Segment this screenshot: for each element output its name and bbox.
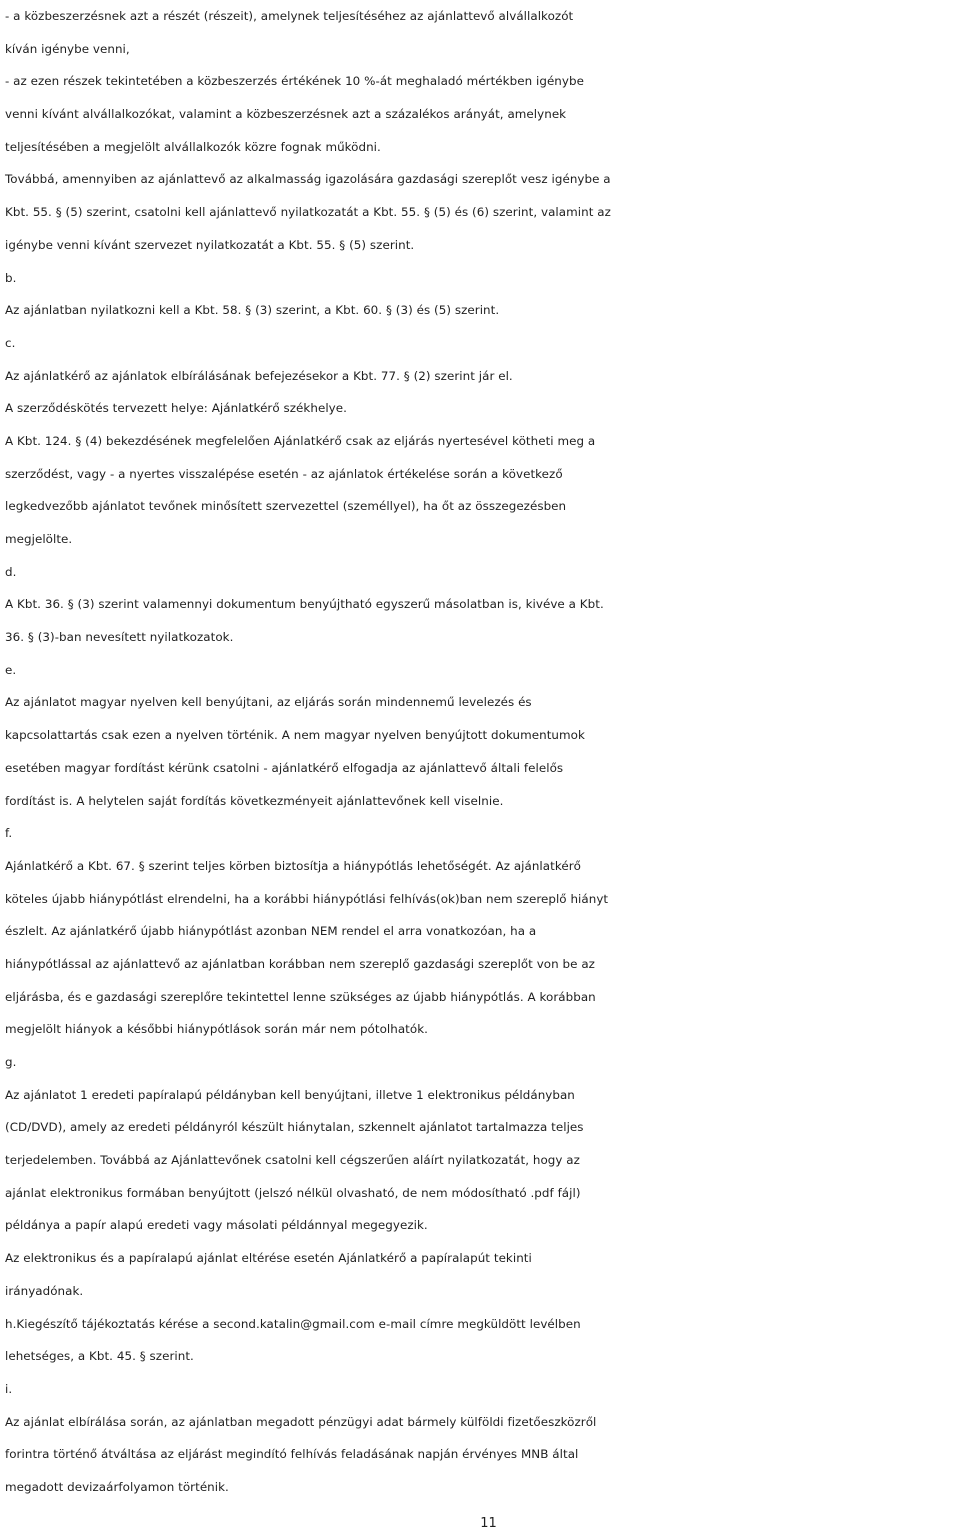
- text-line: Az ajánlatban nyilatkozni kell a Kbt. 58. § (3) szerint, a Kbt. 60. § (3) és (5) szerint.: [5, 303, 500, 318]
- text-line: igénybe venni kívánt szervezet nyilatkozatát a Kbt. 55. § (5) szerint.: [5, 237, 415, 252]
- text-line: kapcsolattartás csak ezen a nyelven történik. A nem magyar nyelven benyújtott dokumentumok: [5, 728, 585, 743]
- text-line: Az ajánlatot magyar nyelven kell benyújtani, az eljárás során mindennemű levelezés és: [5, 695, 532, 710]
- text-line: A szerződéskötés tervezett helye: Ajánlatkérő székhelye.: [5, 401, 347, 416]
- document-body: [5, 0, 957, 1504]
- text-line: Az ajánlat elbírálása során, az ajánlatban megadott pénzügyi adat bármely külföldi fizetőeszközről: [5, 1414, 597, 1429]
- text-line: - a közbeszerzésnek azt a részét (részeit), amelynek teljesítéséhez az ajánlattevő alvállalkozót: [5, 9, 574, 23]
- text-line: eljárásba, és e gazdasági szereplőre tekintettel lenne szükséges az újabb hiánypótlás. A korábban: [5, 989, 596, 1004]
- text-line: Az ajánlatot 1 eredeti papíralapú példányban kell benyújtani, illetve 1 elektronikus példányban: [5, 1087, 575, 1102]
- text-line: Az ajánlatkérő az ajánlatok elbírálásának befejezésekor a Kbt. 77. § (2) szerint jár el.: [5, 368, 513, 383]
- text-line: Ajánlatkérő a Kbt. 67. § szerint teljes körben biztosítja a hiánypótlás lehetőségét. Az ajánlatkérő: [5, 858, 581, 873]
- text-line: c.: [5, 335, 16, 350]
- text-line: b.: [5, 270, 17, 285]
- text-line: megjelölt hiányok a későbbi hiánypótlások során már nem pótolhatók.: [5, 1022, 428, 1037]
- text-line: megadott devizaárfolyamon történik.: [5, 1479, 229, 1494]
- text-line: (CD/DVD), amely az eredeti példányról készült hiánytalan, szkennelt ajánlatot tartalmazza teljes: [5, 1120, 584, 1135]
- text-line: szerződést, vagy - a nyertes visszalépése esetén - az ajánlatok értékelése során a következő: [5, 466, 563, 481]
- text-line: A Kbt. 36. § (3) szerint valamennyi dokumentum benyújtható egyszerű másolatban is, kivéve a Kbt.: [5, 597, 604, 612]
- text-line: - az ezen részek tekintetében a közbeszerzés értékének 10 %-át meghaladó mértékben igénybe: [5, 74, 584, 89]
- text-line: Az elektronikus és a papíralapú ajánlat eltérése esetén Ajánlatkérő a papíralapút tekinti: [5, 1251, 532, 1266]
- text-line: megjelölte.: [5, 532, 73, 546]
- text-line: Továbbá, amennyiben az ajánlattevő az alkalmasság igazolására gazdasági szereplőt vesz igénybe a: [5, 172, 611, 187]
- text-line: ajánlat elektronikus formában benyújtott (jelszó nélkül olvasható, de nem módosítható .pdf fájl): [5, 1185, 581, 1200]
- text-line: kíván igénybe venni,: [5, 41, 130, 56]
- text-line: lehetséges, a Kbt. 45. § szerint.: [5, 1349, 194, 1364]
- text-line: legkedvezőbb ajánlatot tevőnek minősített szervezettel (személlyel), ha őt az összegezésben: [5, 499, 567, 514]
- page-number: 11: [480, 1516, 497, 1531]
- text-line: irányadónak.: [5, 1283, 84, 1298]
- text-line: i.: [5, 1381, 13, 1396]
- text-line: 36. § (3)-ban nevesített nyilatkozatok.: [5, 630, 234, 645]
- text-line: teljesítésében a megjelölt alvállalkozók közre fognak működni.: [5, 139, 381, 154]
- text-line: e.: [5, 662, 17, 677]
- text-line: d.: [5, 564, 17, 579]
- text-line: A Kbt. 124. § (4) bekezdésének megfelelően Ajánlatkérő csak az eljárás nyertesével kötheti meg a: [5, 433, 596, 448]
- text-line: g.: [5, 1055, 17, 1069]
- text-line: f.: [5, 826, 13, 841]
- text-line: hiánypótlással az ajánlattevő az ajánlatban korábban nem szereplő gazdasági szereplőt von be az: [5, 956, 595, 971]
- text-line: forintra történő átváltása az eljárást megindító felhívás feladásának napján érvényes MNB által: [5, 1447, 579, 1462]
- text-line: terjedelemben. Továbbá az Ajánlattevőnek csatolni kell cégszerűen aláírt nyilatkozatát, hogy az: [5, 1153, 580, 1168]
- text-line: venni kívánt alvállalkozókat, valamint a közbeszerzésnek azt a százalékos arányát, amelynek: [5, 107, 567, 122]
- text-line: h.Kiegészítő tájékoztatás kérése a second.katalin@gmail.com e-mail címre megküldött levélben: [5, 1316, 581, 1331]
- text-line: esetében magyar fordítást kérünk csatolni - ajánlatkérő elfogadja az ajánlattevő általi felelős: [5, 760, 564, 775]
- text-line: Kbt. 55. § (5) szerint, csatolni kell ajánlattevő nyilatkozatát a Kbt. 55. § (5) és (6) szerint, valamint az: [5, 205, 611, 220]
- text-line: fordítást is. A helytelen saját fordítás következményeit ajánlattevőnek kell viselnie.: [5, 793, 504, 808]
- text-line: észlelt. Az ajánlatkérő újabb hiánypótlást azonban NEM rendel el arra vonatkozóan, ha a: [5, 924, 537, 939]
- text-line: köteles újabb hiánypótlást elrendelni, ha a korábbi hiánypótlási felhívás(ok)ban nem szereplő hiányt: [5, 891, 609, 906]
- text-line: példánya a papír alapú eredeti vagy másolati példánnyal megegyezik.: [5, 1218, 428, 1233]
